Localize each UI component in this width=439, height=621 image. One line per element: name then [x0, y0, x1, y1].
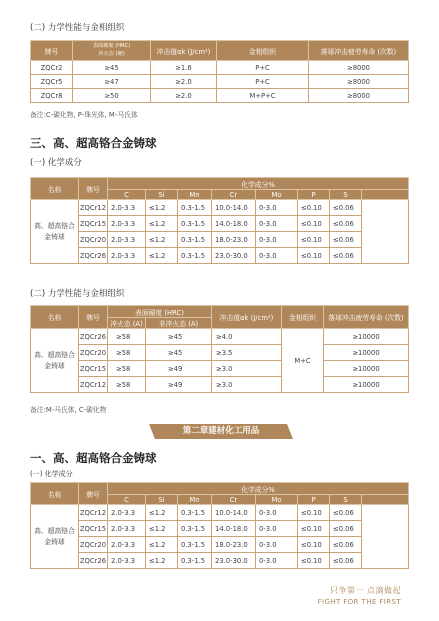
section4-subheading: (一) 化学成分 — [30, 470, 73, 478]
composition-cell: ≤0.10 — [298, 216, 330, 232]
header-impact: 冲击值αk (J/cm²) — [212, 306, 282, 329]
header-name: 名称 — [31, 483, 79, 505]
header-element: C — [108, 495, 146, 505]
header-structure: 金相组织 — [282, 306, 324, 329]
composition-cell: 2.0-3.3 — [108, 248, 146, 264]
composition-cell: ≤0.10 — [298, 248, 330, 264]
grade-cell: ZQCr12 — [79, 200, 108, 216]
impact-cell: ≥3.5 — [212, 345, 282, 361]
composition-cell: 0-3.0 — [256, 216, 298, 232]
fatigue-cell: ≥8000 — [309, 61, 409, 75]
hardness-cell: ≥50 — [73, 89, 151, 103]
header-hardness-sub: 淬火态 (硬) — [98, 50, 125, 57]
header-unquenched: 非淬火态 (A) — [146, 318, 212, 329]
composition-cell: ≤0.10 — [298, 200, 330, 216]
composition-cell: 0.3-1.5 — [178, 232, 212, 248]
composition-cell: 2.0-3.3 — [108, 537, 146, 553]
composition-cell: ≤0.10 — [298, 505, 330, 521]
grade-cell: ZQCr20 — [79, 345, 108, 361]
header-element: Mo — [256, 190, 298, 200]
section2-title: 三、高、超高铬合金铸球 — [30, 136, 157, 150]
composition-cell: 23.0-30.0 — [212, 553, 256, 569]
composition-cell: ≤0.06 — [330, 505, 362, 521]
composition-cell: 2.0-3.3 — [108, 232, 146, 248]
composition-cell: ≤1.2 — [146, 248, 178, 264]
chemical-composition-table-1 — [30, 177, 409, 264]
group-name-cell: 高、超高铬合金铸球 — [31, 200, 79, 264]
grade-cell: ZQCr15 — [79, 216, 108, 232]
header-element: S — [330, 495, 362, 505]
impact-cell: ≥2.0 — [151, 89, 217, 103]
composition-cell: 0.3-1.5 — [178, 537, 212, 553]
composition-cell: 2.0-3.3 — [108, 200, 146, 216]
table-row — [31, 537, 409, 553]
grade-cell: ZQCr2 — [31, 61, 73, 75]
header-composition: 化学成分% — [108, 483, 409, 495]
blank-cell — [362, 505, 409, 569]
composition-cell: 0-3.0 — [256, 553, 298, 569]
unquenched-cell: ≥49 — [146, 361, 212, 377]
chemical-composition-table-2 — [30, 482, 409, 569]
grade-cell: ZQCr15 — [79, 361, 108, 377]
structure-cell: P+C — [217, 61, 309, 75]
header-grade: 牌号 — [79, 483, 108, 505]
header-quenched: 淬火态 (A) — [108, 318, 146, 329]
unquenched-cell: ≥45 — [146, 345, 212, 361]
composition-cell: 0-3.0 — [256, 232, 298, 248]
composition-cell: ≤1.2 — [146, 216, 178, 232]
header-composition: 化学成分% — [108, 178, 409, 190]
composition-cell: 0.3-1.5 — [178, 216, 212, 232]
fatigue-cell: ≥10000 — [324, 329, 409, 345]
composition-cell: 0-3.0 — [256, 248, 298, 264]
grade-cell: ZQCr8 — [31, 89, 73, 103]
header-name: 名称 — [31, 306, 79, 329]
blank-cell — [362, 200, 409, 264]
composition-cell: 0.3-1.5 — [178, 248, 212, 264]
impact-cell: ≥3.0 — [212, 377, 282, 393]
table-row — [31, 361, 409, 377]
header-hardness-top: 表面硬度 (HRC) — [92, 43, 131, 50]
chapter-banner: 第二章建材化工用品 — [155, 424, 287, 439]
fatigue-cell: ≥10000 — [324, 377, 409, 393]
composition-cell: 10.0-14.0 — [212, 200, 256, 216]
grade-cell: ZQCr26 — [79, 553, 108, 569]
table-row — [31, 61, 409, 75]
composition-cell: ≤0.06 — [330, 248, 362, 264]
grade-cell: ZQCr26 — [79, 329, 108, 345]
header-hardness: 表面硬度 (HRC) — [108, 306, 212, 318]
quenched-cell: ≥58 — [108, 345, 146, 361]
composition-cell: 23.0-30.0 — [212, 248, 256, 264]
composition-cell: ≤1.2 — [146, 521, 178, 537]
composition-cell: 2.0-3.3 — [108, 216, 146, 232]
composition-cell: 2.0-3.3 — [108, 521, 146, 537]
composition-cell: 0.3-1.5 — [178, 553, 212, 569]
header-element: C — [108, 190, 146, 200]
section1-note: 备注:C-碳化物, P-珠光体, M-马氏体 — [30, 111, 138, 119]
quenched-cell: ≥58 — [108, 377, 146, 393]
unquenched-cell: ≥49 — [146, 377, 212, 393]
composition-cell: ≤1.2 — [146, 505, 178, 521]
mechanical-properties-table-1 — [30, 40, 409, 103]
header-fatigue: 落球冲击疲劳寿命 (次数) — [324, 306, 409, 329]
section2-subheading: (一) 化学成分 — [30, 158, 82, 168]
header-spacer — [362, 495, 409, 505]
grade-cell: ZQCr5 — [31, 75, 73, 89]
fatigue-cell: ≥8000 — [309, 89, 409, 103]
table-row — [31, 505, 409, 521]
impact-cell: ≥1.6 — [151, 61, 217, 75]
header-grade: 牌号 — [31, 41, 73, 61]
header-element: Mn — [178, 190, 212, 200]
section4-title: 一、高、超高铬合金铸球 — [30, 451, 157, 465]
grade-cell: ZQCr26 — [79, 248, 108, 264]
composition-cell: 0.3-1.5 — [178, 505, 212, 521]
composition-cell: ≤0.06 — [330, 200, 362, 216]
fatigue-cell: ≥8000 — [309, 75, 409, 89]
composition-cell: 18.0-23.0 — [212, 232, 256, 248]
composition-cell: 14.0-18.0 — [212, 521, 256, 537]
composition-cell: ≤1.2 — [146, 200, 178, 216]
table-row — [31, 248, 409, 264]
impact-cell: ≥3.0 — [212, 361, 282, 377]
footer-slogan-cn: 只争第一 点滴做起 — [329, 586, 401, 595]
hardness-cell: ≥47 — [73, 75, 151, 89]
composition-cell: ≤0.10 — [298, 537, 330, 553]
fatigue-cell: ≥10000 — [324, 345, 409, 361]
composition-cell: 0-3.0 — [256, 200, 298, 216]
table-row — [31, 75, 409, 89]
composition-cell: ≤0.06 — [330, 521, 362, 537]
composition-cell: ≤1.2 — [146, 553, 178, 569]
group-name-cell: 高、超高铬合金铸球 — [31, 505, 79, 569]
footer-slogan-en: FIGHT FOR THE FIRST — [317, 598, 401, 606]
table-row — [31, 521, 409, 537]
composition-cell: 0-3.0 — [256, 505, 298, 521]
composition-cell: 2.0-3.3 — [108, 505, 146, 521]
header-element: Mo — [256, 495, 298, 505]
header-grade: 牌号 — [79, 306, 108, 329]
composition-cell: ≤0.10 — [298, 553, 330, 569]
header-element: Si — [146, 495, 178, 505]
table-row — [31, 216, 409, 232]
composition-cell: 0.3-1.5 — [178, 200, 212, 216]
header-element: Cr — [212, 190, 256, 200]
table-row — [31, 232, 409, 248]
group-name-cell: 高、超高铬合金铸球 — [31, 329, 79, 393]
header-element: S — [330, 190, 362, 200]
impact-cell: ≥2.0 — [151, 75, 217, 89]
unquenched-cell: ≥45 — [146, 329, 212, 345]
fatigue-cell: ≥10000 — [324, 361, 409, 377]
header-fatigue: 落球冲击疲劳寿命 (次数) — [309, 41, 409, 61]
grade-cell: ZQCr12 — [79, 377, 108, 393]
header-element: P — [298, 190, 330, 200]
composition-cell: 0-3.0 — [256, 537, 298, 553]
header-structure: 金相组织 — [217, 41, 309, 61]
composition-cell: ≤1.2 — [146, 232, 178, 248]
grade-cell: ZQCr12 — [79, 505, 108, 521]
table-row — [31, 345, 409, 361]
composition-cell: ≤0.06 — [330, 537, 362, 553]
composition-cell: ≤0.06 — [330, 553, 362, 569]
composition-cell: 10.0-14.0 — [212, 505, 256, 521]
header-spacer — [362, 190, 409, 200]
composition-cell: ≤0.10 — [298, 232, 330, 248]
section1-heading: (二) 力学性能与金相组织 — [30, 23, 125, 33]
composition-cell: 18.0-23.0 — [212, 537, 256, 553]
structure-cell: M+C — [282, 329, 324, 393]
composition-cell: ≤0.06 — [330, 232, 362, 248]
header-hardness — [73, 41, 151, 61]
quenched-cell: ≥58 — [108, 361, 146, 377]
hardness-cell: ≥45 — [73, 61, 151, 75]
section3-note: 备注:M-马氏体, C-碳化物 — [30, 406, 107, 414]
impact-cell: ≥4.0 — [212, 329, 282, 345]
header-name: 名称 — [31, 178, 79, 200]
header-element: Si — [146, 190, 178, 200]
table-row — [31, 89, 409, 103]
section3-heading: (二) 力学性能与金相组织 — [30, 289, 125, 299]
composition-cell: 14.0-18.0 — [212, 216, 256, 232]
header-element: Cr — [212, 495, 256, 505]
composition-cell: ≤0.06 — [330, 216, 362, 232]
composition-cell: 2.0-3.3 — [108, 553, 146, 569]
composition-cell: ≤1.2 — [146, 537, 178, 553]
mechanical-properties-table-2 — [30, 305, 409, 393]
header-element: P — [298, 495, 330, 505]
composition-cell: 0.3-1.5 — [178, 521, 212, 537]
header-impact: 冲击值αk (J/cm²) — [151, 41, 217, 61]
table-row — [31, 553, 409, 569]
table-row — [31, 200, 409, 216]
table-row — [31, 329, 409, 345]
grade-cell: ZQCr20 — [79, 232, 108, 248]
grade-cell: ZQCr20 — [79, 537, 108, 553]
header-grade: 牌号 — [79, 178, 108, 200]
grade-cell: ZQCr15 — [79, 521, 108, 537]
quenched-cell: ≥58 — [108, 329, 146, 345]
structure-cell: P+C — [217, 75, 309, 89]
composition-cell: ≤0.10 — [298, 521, 330, 537]
header-element: Mn — [178, 495, 212, 505]
structure-cell: M+P+C — [217, 89, 309, 103]
composition-cell: 0-3.0 — [256, 521, 298, 537]
table-row — [31, 377, 409, 393]
